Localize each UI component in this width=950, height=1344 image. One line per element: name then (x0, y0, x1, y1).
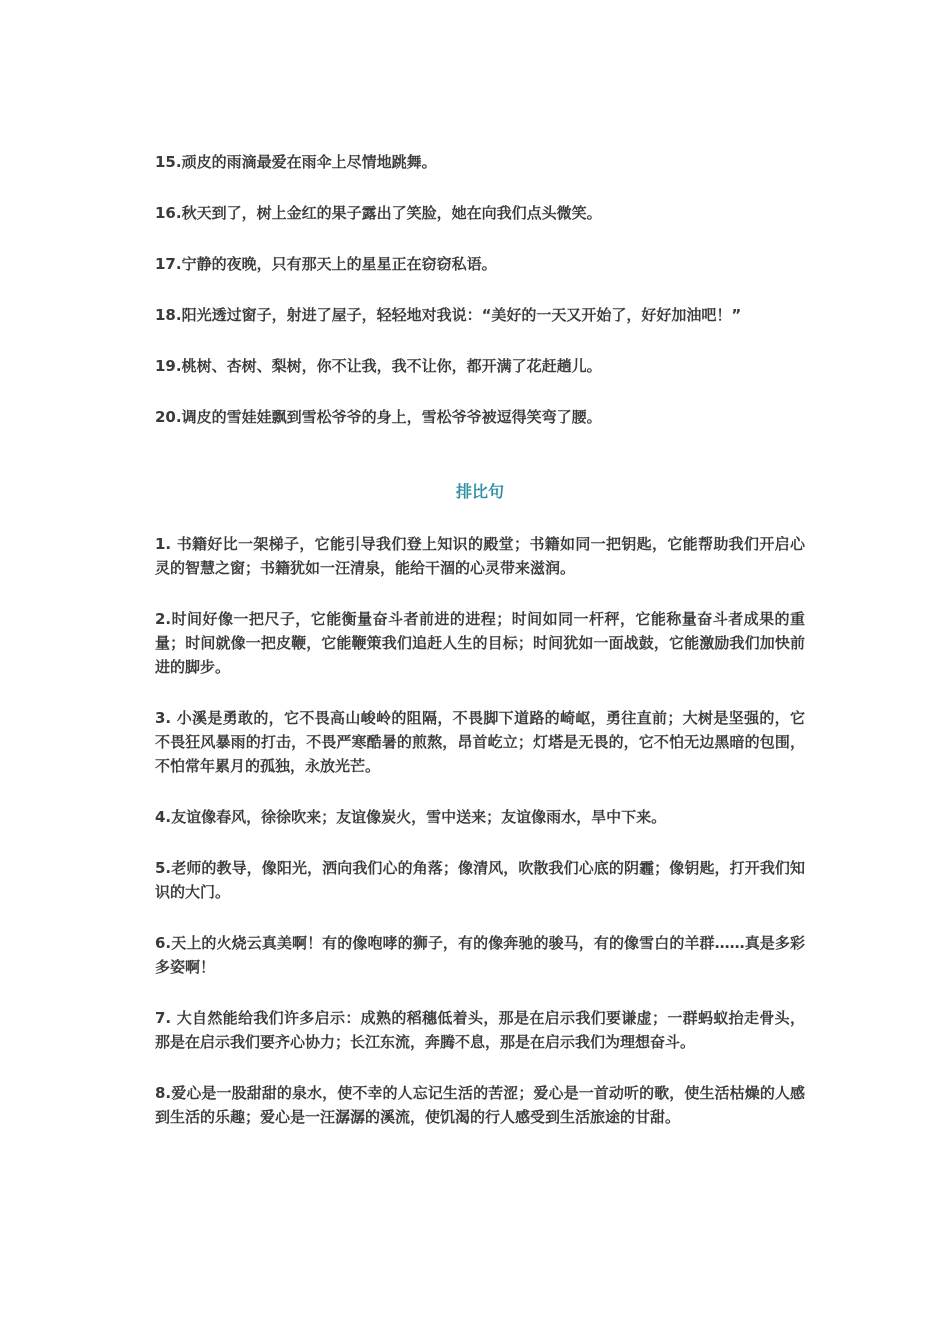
section-heading: 排比句 (455, 482, 504, 501)
parallel-sentence-3: 3. 小溪是勇敢的，它不畏高山峻岭的阻隔，不畏脚下道路的崎岖，勇往直前；大树是坚强的，它不畏狂风暴雨的打击，不畏严寒酷暑的煎熬，昂首屹立；灯塔是无畏的，它不怕无边黑暗的包围，不怕常年累月的孤独，永放光芒。 (155, 709, 805, 775)
parallel-sentence-7: 7. 大自然能给我们许多启示：成熟的稻穗低着头，那是在启示我们要谦虚；一群蚂蚁抬走骨头，那是在启示我们要齐心协力；长江东流，奔腾不息，那是在启示我们为理想奋斗。 (155, 1009, 805, 1051)
sentence-18: 18.阳光透过窗子，射进了屋子，轻轻地对我说：“美好的一天又开始了，好好加油吧！” (155, 306, 742, 324)
parallel-sentence-5: 5.老师的教导，像阳光，洒向我们心的角落；像清风，吹散我们心底的阴霾；像钥匙，打开我们知识的大门。 (155, 859, 805, 901)
document-content (155, 150, 805, 1156)
sentence-17: 17.宁静的夜晚，只有那天上的星星正在窃窃私语。 (155, 255, 497, 273)
parallel-sentence-4: 4.友谊像春风，徐徐吹来；友谊像炭火，雪中送来；友谊像雨水，旱中下来。 (155, 808, 667, 826)
parallel-sentence-2: 2.时间好像一把尺子，它能衡量奋斗者前进的进程；时间如同一杆秤，它能称量奋斗者成果的重量；时间就像一把皮鞭，它能鞭策我们追赶人生的目标；时间犹如一面战鼓，它能激励我们加快前进的脚步。 (155, 610, 805, 676)
sentence-19: 19.桃树、杏树、梨树，你不让我，我不让你，都开满了花赶趟儿。 (155, 357, 602, 375)
sentence-15: 15.顽皮的雨滴最爱在雨伞上尽情地跳舞。 (155, 153, 437, 171)
parallel-sentence-1: 1. 书籍好比一架梯子，它能引导我们登上知识的殿堂；书籍如同一把钥匙，它能帮助我们开启心灵的智慧之窗；书籍犹如一汪清泉，能给干涸的心灵带来滋润。 (155, 535, 805, 577)
sentence-20: 20.调皮的雪娃娃飘到雪松爷爷的身上，雪松爷爷被逗得笑弯了腰。 (155, 408, 602, 426)
sentence-16: 16.秋天到了，树上金红的果子露出了笑脸，她在向我们点头微笑。 (155, 204, 602, 222)
parallel-sentence-8: 8.爱心是一股甜甜的泉水，使不幸的人忘记生活的苦涩；爱心是一首动听的歌，使生活枯燥的人感到生活的乐趣；爱心是一汪潺潺的溪流，使饥渴的行人感受到生活旅途的甘甜。 (155, 1084, 805, 1126)
parallel-sentence-6: 6.天上的火烧云真美啊！有的像咆哮的狮子，有的像奔驰的骏马，有的像雪白的羊群……真是多彩多姿啊！ (155, 934, 805, 976)
